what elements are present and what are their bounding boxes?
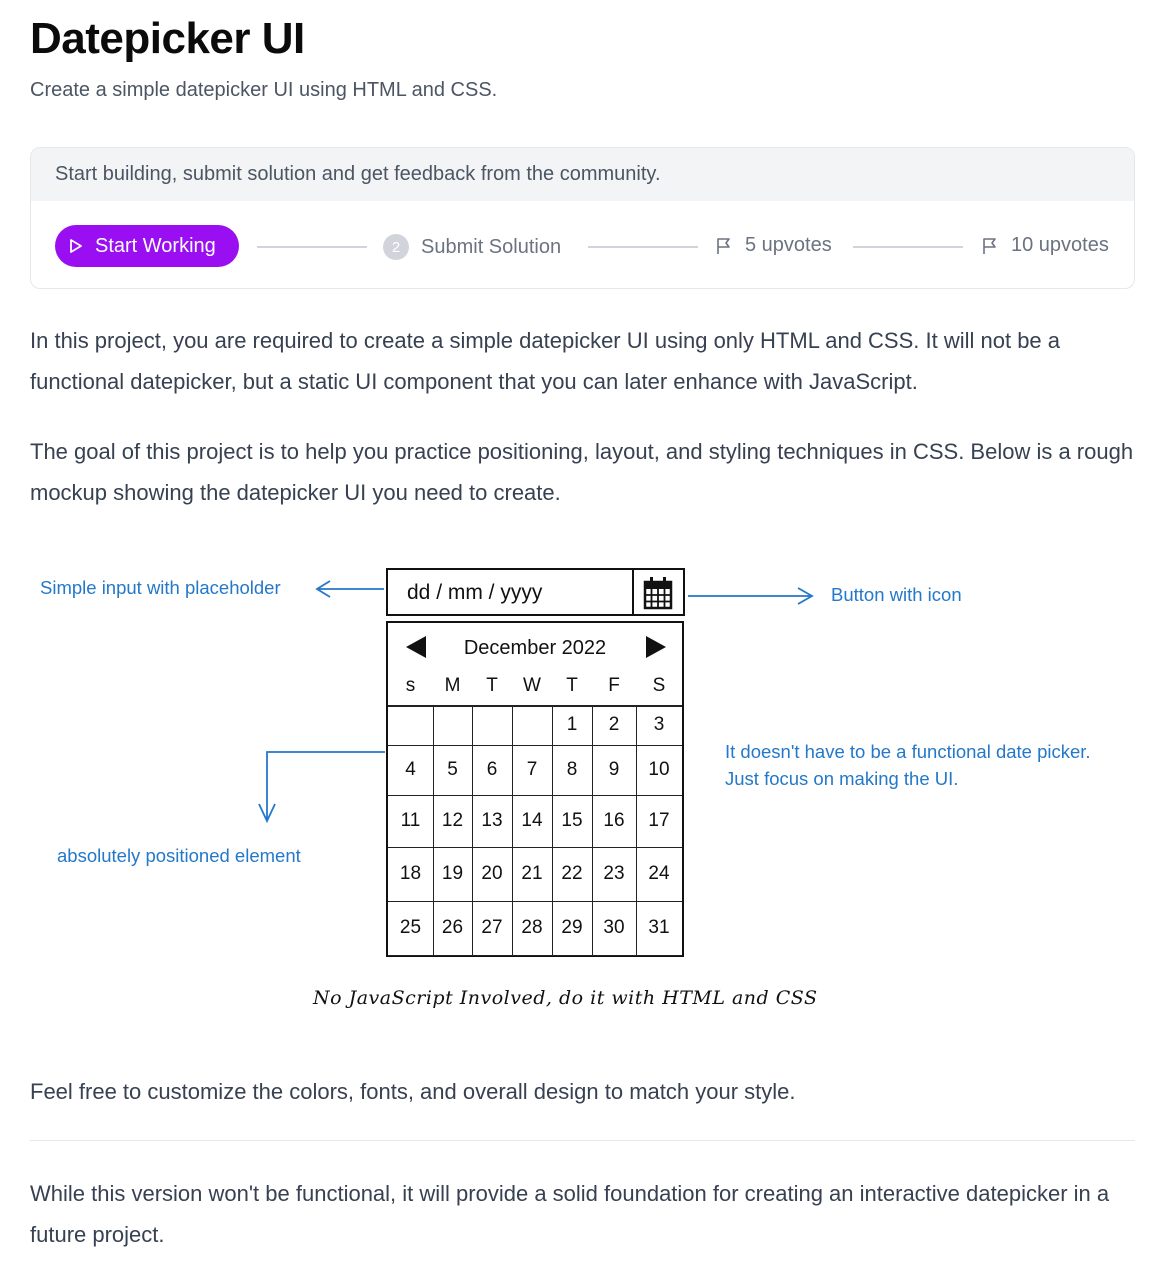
calendar-day: 25: [399, 917, 422, 938]
calendar-day: 11: [400, 810, 421, 831]
calendar-day: 30: [603, 917, 625, 938]
date-input-placeholder: dd / mm / yyyy: [407, 581, 543, 604]
calendar-grid-line: [388, 955, 682, 956]
annotation-note-line-1: It doesn't have to be a functional date picker.: [725, 741, 1091, 762]
weekday-label: W: [523, 675, 541, 696]
description-paragraph-3: Feel free to customize the colors, fonts, and overall design to match your style.: [30, 1079, 796, 1104]
weekday-label: M: [444, 675, 461, 696]
calendar-day: 7: [526, 759, 538, 780]
progress-intro: Start building, submit solution and get feedback from the community.: [31, 148, 1134, 201]
weekday-label: s: [405, 675, 416, 696]
annotation-absolute: absolutely positioned element: [57, 845, 301, 866]
mockup-calendar: [386, 621, 684, 957]
step-5-upvotes: [715, 234, 832, 257]
calendar-day: 22: [561, 863, 583, 884]
description-paragraph-4: While this version won't be functional, it will provide a solid foundation for creating an interactive datepicker in a future project.: [30, 1181, 1110, 1247]
calendar-day: 18: [399, 863, 422, 884]
calendar-day: 31: [648, 917, 670, 938]
start-working-label: Start Working: [95, 234, 216, 257]
calendar-day: 28: [521, 917, 543, 938]
calendar-day: 16: [603, 810, 625, 831]
page-subtitle: Create a simple datepicker UI using HTML and CSS.: [30, 79, 498, 101]
calendar-day: 17: [648, 810, 670, 831]
step-5-upvotes-label: 5 upvotes: [745, 234, 832, 256]
calendar-day: 1: [566, 714, 578, 735]
calendar-day: 14: [521, 810, 543, 831]
calendar-day: 6: [486, 759, 498, 780]
calendar-day: 20: [481, 863, 503, 884]
weekday-label: S: [652, 675, 666, 696]
description-paragraph-2: The goal of this project is to help you practice positioning, layout, and styling techniques in CSS. Below is a rough mockup showing the datepicker UI you need to create.: [30, 439, 1134, 505]
flag-icon: [715, 237, 733, 255]
step-connector: [853, 246, 963, 248]
play-icon: [69, 239, 83, 253]
step-10-upvotes-label: 10 upvotes: [1011, 234, 1109, 256]
page-title: Datepicker UI: [30, 14, 305, 63]
calendar-day: 10: [648, 759, 670, 780]
annotation-note-line-2: Just focus on making the UI.: [725, 768, 959, 789]
arrow-down-icon: [255, 748, 387, 826]
step-10-upvotes: [981, 234, 1109, 257]
calendar-day: 5: [447, 759, 458, 780]
calendar-day: 8: [566, 759, 578, 780]
annotation-button: Button with icon: [831, 584, 962, 605]
calendar-icon: [643, 576, 673, 610]
annotation-input: Simple input with placeholder: [40, 577, 281, 598]
calendar-day: 27: [481, 917, 503, 938]
calendar-day: 26: [441, 917, 464, 938]
progress-steps: [31, 201, 1134, 289]
step-number-badge: 2: [383, 234, 409, 260]
flag-icon: [981, 237, 999, 255]
calendar-day: 12: [441, 810, 464, 831]
calendar-day: 3: [653, 714, 665, 735]
calendar-grid-line: [636, 705, 637, 955]
start-working-button[interactable]: [55, 225, 239, 267]
calendar-day: 29: [561, 917, 583, 938]
calendar-day: 19: [441, 863, 464, 884]
mockup-date-input: [386, 568, 685, 616]
arrow-left-icon: [314, 578, 386, 600]
calendar-day: 13: [481, 810, 503, 831]
calendar-day: 21: [521, 863, 543, 884]
calendar-day: 4: [405, 759, 416, 780]
calendar-day: 15: [561, 810, 583, 831]
arrow-right-icon: [688, 585, 818, 607]
next-month-icon: [646, 636, 666, 658]
calendar-day: 23: [603, 863, 625, 884]
input-button-divider: [632, 570, 634, 614]
calendar-day: 2: [608, 714, 620, 735]
step-connector: [257, 246, 367, 248]
step-connector: [588, 246, 698, 248]
weekday-label: T: [486, 675, 498, 696]
calendar-month-label: December 2022: [463, 637, 607, 659]
weekday-label: F: [608, 675, 620, 696]
calendar-grid-line: [592, 705, 593, 955]
description-paragraph-1: In this project, you are required to create a simple datepicker UI using only HTML and CSS. It will not be a functional datepicker, but a static UI component that you can later enhance with JavaScript.: [30, 328, 1061, 394]
step-submit-label: Submit Solution: [421, 235, 562, 258]
calendar-day: 9: [608, 759, 620, 780]
mockup-caption: No JavaScript Involved, do it with HTML and CSS: [313, 987, 818, 1009]
progress-card: [30, 147, 1135, 289]
calendar-day: 24: [648, 863, 670, 884]
weekday-label: T: [566, 675, 578, 696]
step-submit-solution: [383, 234, 561, 260]
section-divider: [30, 1140, 1135, 1141]
